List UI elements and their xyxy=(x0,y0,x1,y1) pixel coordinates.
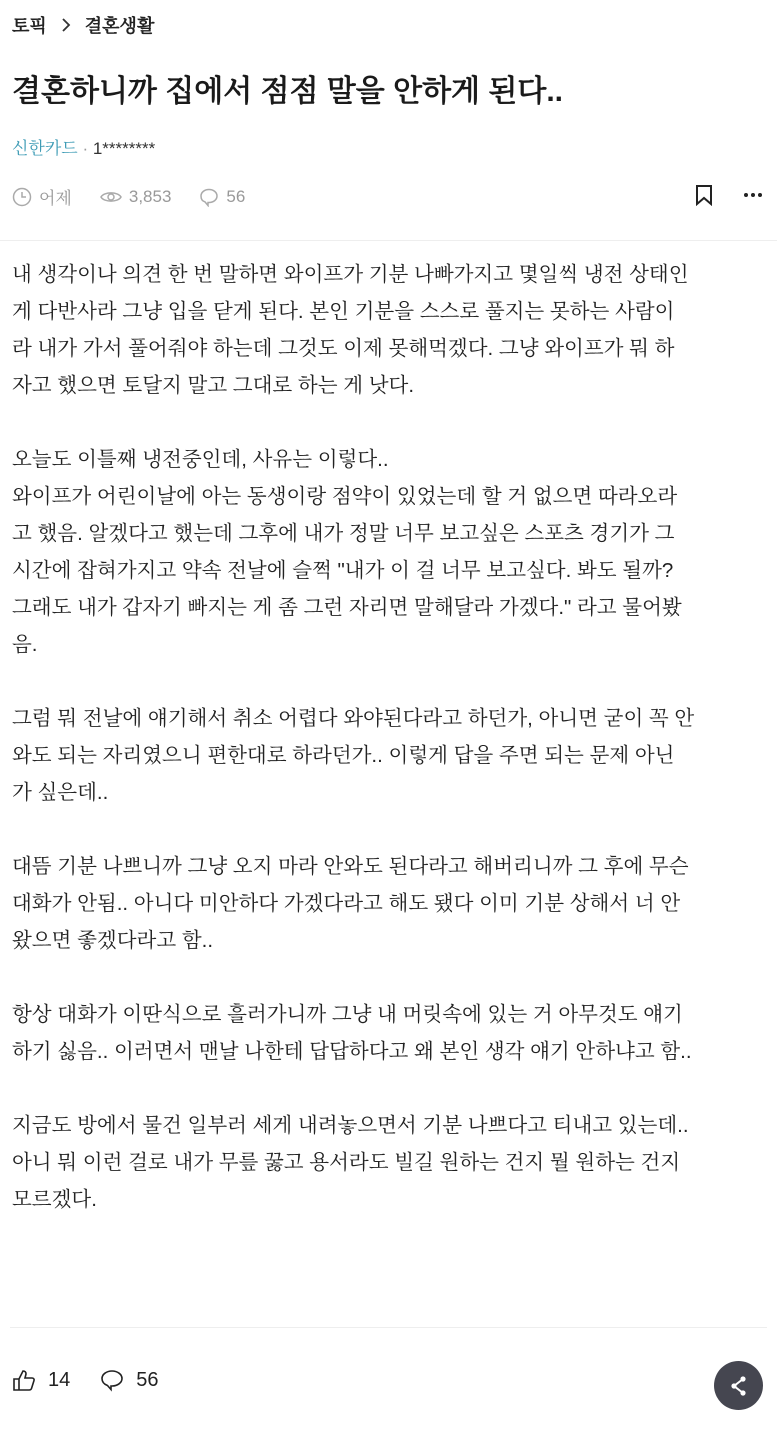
body-line: 오늘도 이틀째 냉전중인데, 사유는 이렇다.. xyxy=(12,448,389,471)
body-line: 대화가 안됨.. 아니다 미안하다 가겠다라고 해도 됐다 이미 기분 상해서 너 안 xyxy=(12,892,681,915)
body-line: 고 했음. 알겠다고 했는데 그후에 내가 정말 너무 보고싶은 스포츠 경기가 그 xyxy=(12,522,675,545)
footer-divider xyxy=(10,1327,767,1328)
paragraph-gap xyxy=(12,404,772,441)
body-line: 아니 뭐 이런 걸로 내가 무릎 꿇고 용서라도 빌길 원하는 건지 뭘 원하는 건지 xyxy=(12,1151,681,1174)
post-title: 결혼하니까 집에서 점점 말을 안하게 된다.. xyxy=(12,75,564,108)
like-count: 14 xyxy=(48,1368,71,1391)
eye-icon xyxy=(100,189,122,205)
paragraph-gap xyxy=(12,663,772,700)
author-separator: · xyxy=(82,139,89,158)
body-line: 와도 되는 자리였으니 편한대로 하라던가.. 이렇게 답을 주면 되는 문제 아닌 xyxy=(12,744,675,767)
comment-icon xyxy=(100,1368,124,1392)
bookmark-icon[interactable] xyxy=(695,184,713,206)
views-count: 3,853 xyxy=(128,186,172,206)
body-line: 그래도 내가 갑자기 빠지는 게 좀 그런 자리면 말해달라 가겠다." 라고 물어봤 xyxy=(12,596,682,619)
thumbs-up-icon xyxy=(12,1368,36,1392)
share-icon xyxy=(728,1375,750,1397)
breadcrumb xyxy=(12,12,154,38)
comment-count: 56 xyxy=(136,1368,159,1391)
post-actions xyxy=(695,184,763,206)
chevron-right-icon xyxy=(61,17,71,33)
author-nickname: 1******** xyxy=(92,139,156,158)
body-line: 라 내가 가서 풀어줘야 하는데 그것도 이제 못해먹겠다. 그냥 와이프가 뭐 하 xyxy=(12,337,675,360)
post-comments xyxy=(199,187,245,207)
post-time xyxy=(12,184,72,209)
body-line: 가 싶은데.. xyxy=(12,781,109,804)
paragraph-gap xyxy=(12,959,772,996)
body-line: 자고 했으면 토달지 말고 그대로 하는 게 낫다. xyxy=(12,374,415,397)
clock-icon xyxy=(12,187,32,207)
body-line: 항상 대화가 이딴식으로 흘러가니까 그냥 내 머릿속에 있는 거 아무것도 얘기 xyxy=(12,1003,683,1026)
more-icon[interactable] xyxy=(743,192,763,198)
author-company[interactable]: 신한카드 xyxy=(12,139,78,158)
comment-icon xyxy=(199,187,219,207)
post-meta xyxy=(12,184,273,209)
header-divider xyxy=(0,240,777,241)
body-line: 시간에 잡혀가지고 약속 전날에 슬쩍 "내가 이 걸 너무 보고싶다. 봐도 될까? xyxy=(12,559,674,582)
breadcrumb-topic[interactable]: 토픽 xyxy=(12,16,47,36)
post-views xyxy=(100,187,172,207)
body-line: 지금도 방에서 물건 일부러 세게 내려놓으면서 기분 나쁘다고 티내고 있는데.. xyxy=(12,1114,689,1137)
comment-button[interactable] xyxy=(100,1368,158,1392)
paragraph-gap xyxy=(12,1070,772,1107)
like-button[interactable] xyxy=(12,1368,70,1392)
breadcrumb-category[interactable]: 결혼생활 xyxy=(84,16,155,36)
time-text: 어제 xyxy=(39,189,72,208)
comments-count: 56 xyxy=(226,186,246,206)
body-line: 모르겠다. xyxy=(12,1188,97,1211)
post-body xyxy=(12,256,772,1218)
paragraph-gap xyxy=(12,811,772,848)
post-footer xyxy=(12,1368,189,1392)
body-line: 왔으면 좋겠다라고 함.. xyxy=(12,929,214,952)
post-author xyxy=(12,134,155,159)
share-button[interactable] xyxy=(714,1361,763,1410)
body-line: 게 다반사라 그냥 입을 닫게 된다. 본인 기분을 스스로 풀지는 못하는 사람이 xyxy=(12,300,675,323)
body-line: 내 생각이나 의견 한 번 말하면 와이프가 기분 나빠가지고 몇일씩 냉전 상태인 xyxy=(12,263,689,286)
body-line: 음. xyxy=(12,633,38,656)
body-line: 그럼 뭐 전날에 얘기해서 취소 어렵다 와야된다라고 하던가, 아니면 굳이 꼭 안 xyxy=(12,707,695,730)
body-line: 대뜸 기분 나쁘니까 그냥 오지 마라 안와도 된다라고 해버리니까 그 후에 무슨 xyxy=(12,855,689,878)
body-line: 와이프가 어린이날에 아는 동생이랑 점약이 있었는데 할 거 없으면 따라오라 xyxy=(12,485,678,508)
body-line: 하기 싫음.. 이러면서 맨날 나한테 답답하다고 왜 본인 생각 얘기 안하냐고 함.. xyxy=(12,1040,692,1063)
